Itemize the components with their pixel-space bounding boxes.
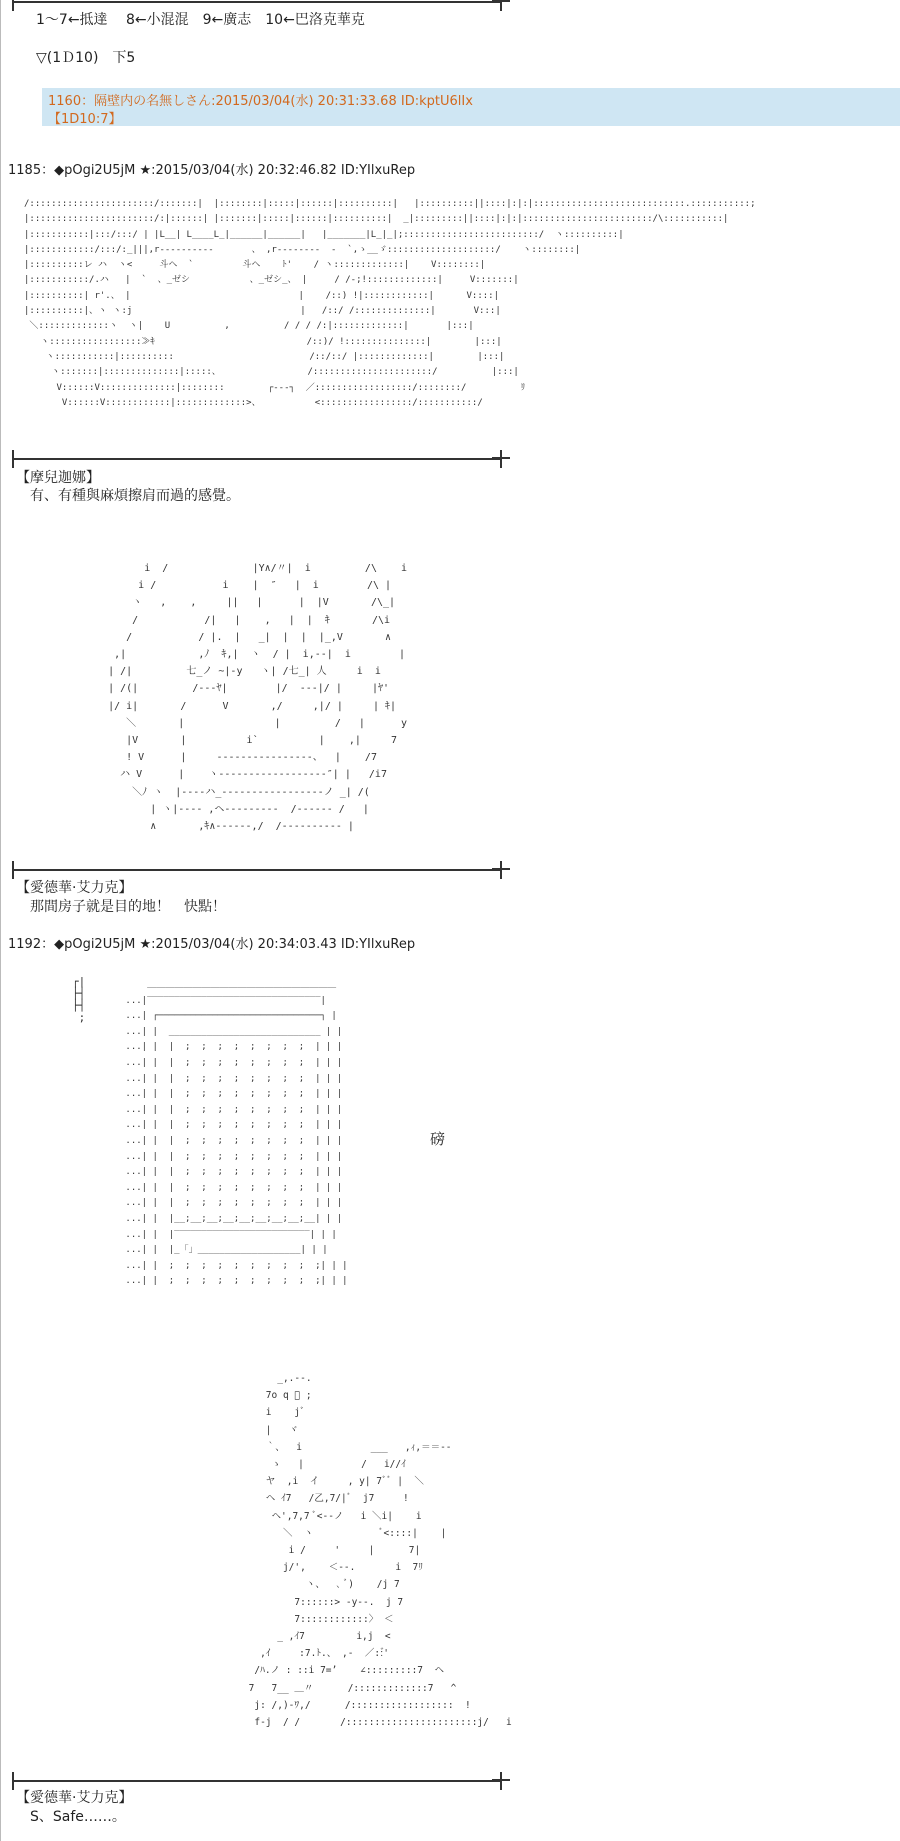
dialogue-line: S、Safe……。 bbox=[16, 1809, 126, 1825]
ascii-art-crowd: i / |Y∧/〃| i /\ i i / i | ″ | i /\ | ヽ , , || | | |V /\_| / /| | , | | ｷ /\i / / |. | _| | | |_,V ∧ ,| ,ﾉ ｷ,| ヽ / | i,‐‐| i | | /| 七_ノ ~|‐y ヽ| /七_| 人 i i | /(| /‐‐‐ﾔ| |/ ‐‐‐|/ | |ﾔ' |/ i| / V ,/ ,|/ | | ｷ| ＼ | | / | y |V | i` | ,| 7 ! V | ‐‐‐‐‐‐‐‐‐‐‐‐‐‐‐‐、 | /7 ハ V | ヽ‐‐‐‐‐‐‐‐‐‐‐‐‐‐‐‐‐‐″| | /i7 ＼ﾉ ヽ |‐‐‐‐ハ_‐‐‐‐‐‐‐‐‐‐‐‐‐‐‐‐‐ノ _| /( | ヽ|‐‐‐‐ ,ヘ‐‐‐‐‐‐‐‐‐ /‐‐‐‐‐‐ / | ∧ ,ｷ∧‐‐‐‐‐‐,/ /‐‐‐‐‐‐‐‐‐‐ | bbox=[108, 563, 408, 833]
dialogue-line: 有、有種與麻煩擦肩而過的感覺。 bbox=[16, 488, 240, 504]
dialogue-line: 那間房子就是目的地！ 快點！ bbox=[16, 899, 226, 915]
post-header: 1185：◆pOgi2U5jM ★:2015/03/04(水) 20:32:46.82 ID:YIlxuRep bbox=[8, 163, 416, 178]
quote-roll: 【1D10:7】 bbox=[48, 112, 122, 127]
dice-line: ▽(1Ｄ10) 下5 bbox=[36, 50, 136, 66]
ascii-art-door-mark: ┌| ├┤ ├┤ ; bbox=[72, 975, 86, 1024]
quote-meta[interactable]: 1160：隔壁内の名無しさん:2015/03/04(水) 20:31:33.68 ID:kptU6lIx bbox=[48, 94, 473, 109]
post-header: 1192：◆pOgi2U5jM ★:2015/03/04(水) 20:34:03.43 ID:YIlxuRep bbox=[8, 937, 416, 952]
speaker-name: 【摩兒迦娜】 bbox=[16, 470, 100, 486]
ascii-art-face: /:::::::::::::::::::::::/:::::::| |::::::::|:::::|::::::|::::::::::| |::::::::::||::::|:|:|::::::::::::::::::::::::::::.:::::::::::; |:::::::::::::::::::::::/:|::::::| |:::::::|:::::|::::::|::::::::::| _|:::::::::||::::|:|:|::::::::::::::::::::::::/\:::::::::::| |:::::::::::|:::/:::/ | |L__| L____L_|______|______| |_______|L_|_|;:::::::::::::::::::::::::/ ヽ::::::::::| |::::::::::::/:::/:_|||,r‐‐‐‐‐‐‐‐‐‐ 、 ,r‐‐‐‐‐‐‐‐ - `,ゝ__ゞ::::::::::::::::::::/ ヽ::::::::| |::::::::::レ ハ ヽ< 斗ヘ ` 斗ヘ ﾄ' / ヽ:::::::::::::| V::::::::| |:::::::::::/.ハ | ` 、_ゼシ 、_ゼシ_、 | / /‐;!:::::::::::::| V:::::::| |::::::::::| r'.、 | | /::) !|::::::::::::| V::::| |::::::::::|、ヽ ヽ:j | /::/ /::::::::::::::| V:::| ＼:::::::::::::ヽ ヽ| U , / / / /:|:::::::::::::| |:::| ヽ:::::::::::::::::≫ｷ /::)/ !:::::::::::::::| |:::| ヽ:::::::::::|:::::::::: /::/::/ |:::::::::::::| |:::| ヽ:::::::|::::::::::::::|:::::、 /::::::::::::::::::::::/ |:::| V::::::V::::::::::::::|:::::::: ┌‐‐‐┐ ／::::::::::::::::::/::::::::/ ﾘ V::::::V::::::::::::|:::::::::::::>、 <:::::::::::::::::/:::::::::::/ bbox=[24, 199, 756, 408]
speaker-name: 【愛德華·艾力克】 bbox=[16, 1790, 133, 1806]
ascii-art-figure: _,.‐‐. 7o q ゙ ; i jﾞ | ヾ ｀、 i ___ ,ｨ,＝＝‐‐ ゝ | / i//ｲ ヤ ,i イ , y| 7ﾞﾞ | ＼ ヘ ｲ7 /乙,7/|ﾞ j7 ! ヘ',7,7 ﾞ<‐‐ノ i ＼i| i ＼ ヽ ﾞ<::::| | i / ' | 7| j/', ＜‐‐. i 7ﾘ ヽ、 ､ ﾞ) /j 7 7::::::> ‐y‐‐. j 7 7::::::::::::〉 ＜ _ ,ｲ7 i,j < ,ｲ :7.ﾄ.、 ,‐ ／::゙' /ﾊ.ノ : ::i 7=’ ∠:::::::::7 ヘ 7 7__ ＿〃 /:::::::::::::7 ^ j: /,)‐ﾜ,/ /:::::::::::::::::: ! f‐j / / /:::::::::::::::::::::::j/ i bbox=[248, 1373, 512, 1729]
choice-line: 1～7←抵達 8←小混混 9←廣志 10←巴洛克華克 bbox=[36, 12, 365, 28]
separator bbox=[12, 869, 502, 871]
separator-top bbox=[12, 1, 502, 3]
left-border bbox=[0, 0, 1, 1841]
separator bbox=[12, 1780, 502, 1782]
separator bbox=[12, 458, 502, 460]
sfx-slam: 磅 bbox=[430, 1130, 446, 1148]
speaker-name: 【愛德華·艾力克】 bbox=[16, 880, 133, 896]
ascii-art-door: ＿＿＿＿＿＿＿＿＿＿＿＿＿＿＿＿＿＿＿＿＿ ...|‾‾‾‾‾‾‾‾‾‾‾‾‾‾‾‾‾‾‾‾‾‾‾‾‾‾‾‾‾‾‾‾| ...| ┌──────────────────────────────┐ | ...| | ____________________________ | | ...| | | ; ; ; ; ; ; ; ; | | | ...| | | ; ; ; ; ; ; ; ; | | | ...| | | ; ; ; ; ; ; ; ; | | | ...| | | ; ; ; ; ; ; ; ; | | | ...| | | ; ; ; ; ; ; ; ; | | | ...| | | ; ; ; ; ; ; ; ; | | | ...| | | ; ; ; ; ; ; ; ; | | | ...| | | ; ; ; ; ; ; ; ; | | | ...| | | ; ; ; ; ; ; ; ; | | | ...| | | ; ; ; ; ; ; ; ; | | | ...| | | ; ; ; ; ; ; ; ; | | | ...| | |__;__;__;__;__;__;__;__;__| | | ...| | |‾‾‾‾‾‾‾‾‾‾‾‾‾‾‾‾‾‾‾‾‾‾‾‾‾| | | ...| | |_「」___________________| | | ...| | ; ; ; ; ; ; ; ; ; ;| | | ...| | ; ; ; ; ; ; ; ; ; ;| | | bbox=[125, 980, 348, 1287]
